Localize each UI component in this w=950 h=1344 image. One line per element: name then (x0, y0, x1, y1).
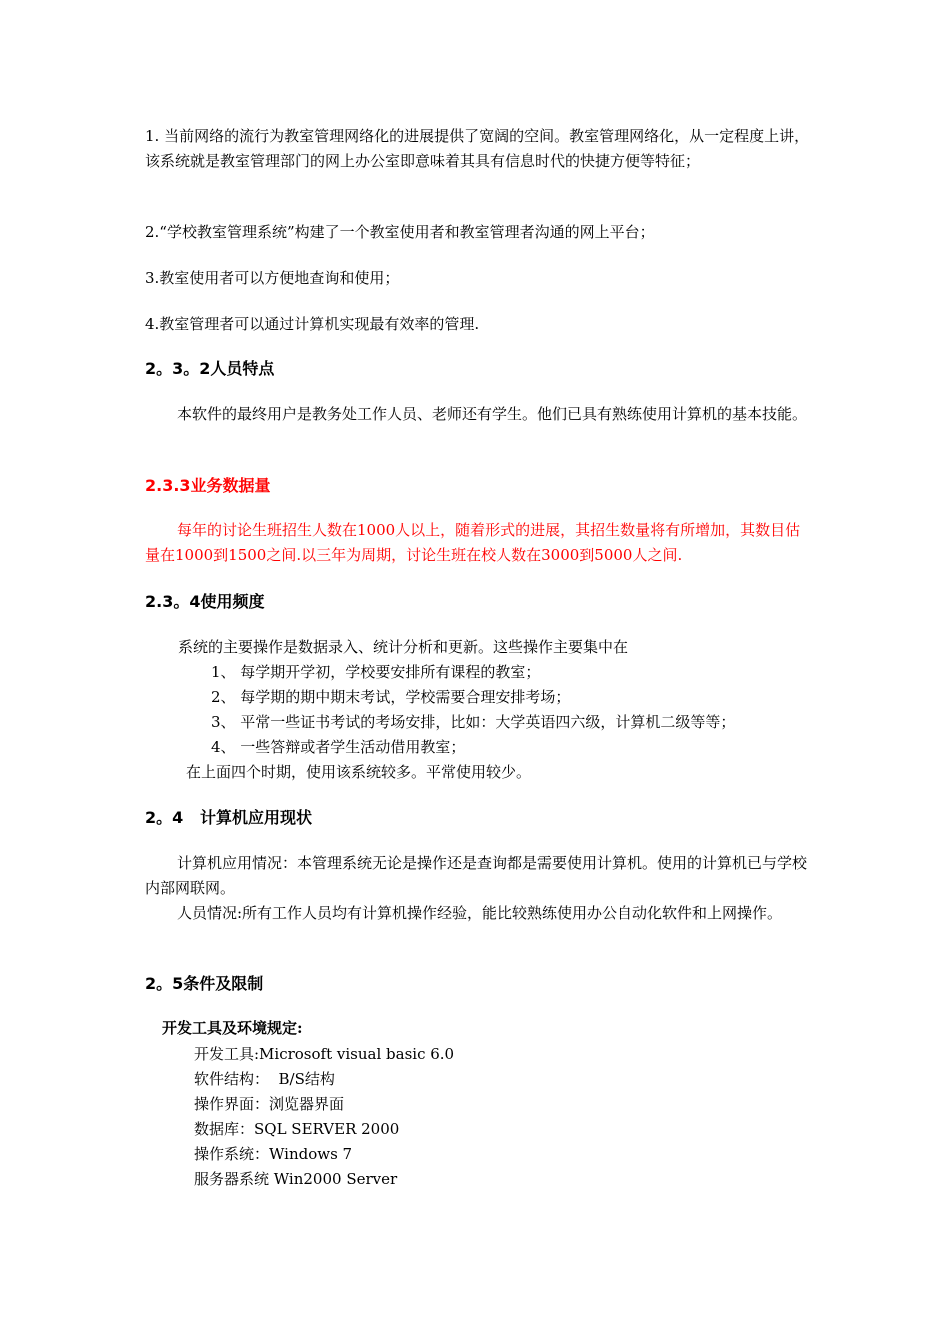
usage-item-4: 4、 一些答辩或者学生活动借用教室； (211, 738, 466, 756)
heading-2-3-2: 2。3。2人员特点 (145, 359, 275, 378)
heading-2-4: 2。4 计算机应用现状 (145, 808, 312, 827)
env-item-1: 开发工具:Microsoft visual basic 6.0 (194, 1045, 455, 1063)
paragraph-3: 3.教室使用者可以方便地查询和使用； (145, 269, 400, 287)
heading-2-3-3: 2.3.3业务数据量 (145, 476, 271, 495)
heading-2-5: 2。5条件及限制 (145, 974, 264, 993)
heading-2-3-4: 2.3。4使用频度 (145, 592, 265, 611)
section-2-3-2-body: 本软件的最终用户是教务处工作人员、老师还有学生。他们已具有熟练使用计算机的基本技能。 (177, 405, 808, 423)
env-item-2: 软件结构： B/S结构 (194, 1070, 335, 1088)
section-2-3-3-body: 每年的讨论生班招生人数在1000人以上，随着形式的进展，其招生数量将有所增加，其数目估量在1000到1500之间.以三年为周期，讨论生班在校人数在3000到5000人之间. (145, 521, 801, 564)
env-item-5: 操作系统：Windows 7 (194, 1145, 353, 1163)
env-item-6: 服务器系统 Win2000 Server (194, 1170, 398, 1188)
paragraph-2: 2.“学校教室管理系统”构建了一个教室使用者和教室管理者沟通的网上平台； (145, 223, 655, 241)
env-item-4: 数据库：SQL SERVER 2000 (194, 1120, 400, 1138)
usage-item-2: 2、 每学期的期中期末考试，学校需要合理安排考场； (211, 688, 571, 706)
paragraph-1: 1. 当前网络的流行为教室管理网络化的进展提供了宽阔的空间。教室管理网络化，从一定程度上讲，该系统就是教室管理部门的网上办公室即意味着其具有信息时代的快捷方便等特征； (145, 127, 810, 170)
section-2-5-subheading: 开发工具及环境规定: (162, 1019, 303, 1037)
usage-item-3: 3、 平常一些证书考试的考场安排，比如：大学英语四六级，计算机二级等等； (211, 713, 736, 731)
section-2-4-body-2: 人员情况:所有工作人员均有计算机操作经验，能比较熟练使用办公自动化软件和上网操作。 (177, 904, 783, 922)
section-2-4-body-1: 计算机应用情况：本管理系统无论是操作还是查询都是需要使用计算机。使用的计算机已与学校内部网联网。 (145, 854, 808, 897)
paragraph-4: 4.教室管理者可以通过计算机实现最有效率的管理. (145, 315, 480, 333)
usage-item-1: 1、 每学期开学初，学校要安排所有课程的教室； (211, 663, 541, 681)
env-item-3: 操作界面：浏览器界面 (194, 1095, 345, 1113)
section-2-3-4-intro: 系统的主要操作是数据录入、统计分析和更新。这些操作主要集中在 (178, 638, 629, 656)
section-2-3-4-outro: 在上面四个时期，使用该系统较多。平常使用较少。 (186, 763, 532, 781)
